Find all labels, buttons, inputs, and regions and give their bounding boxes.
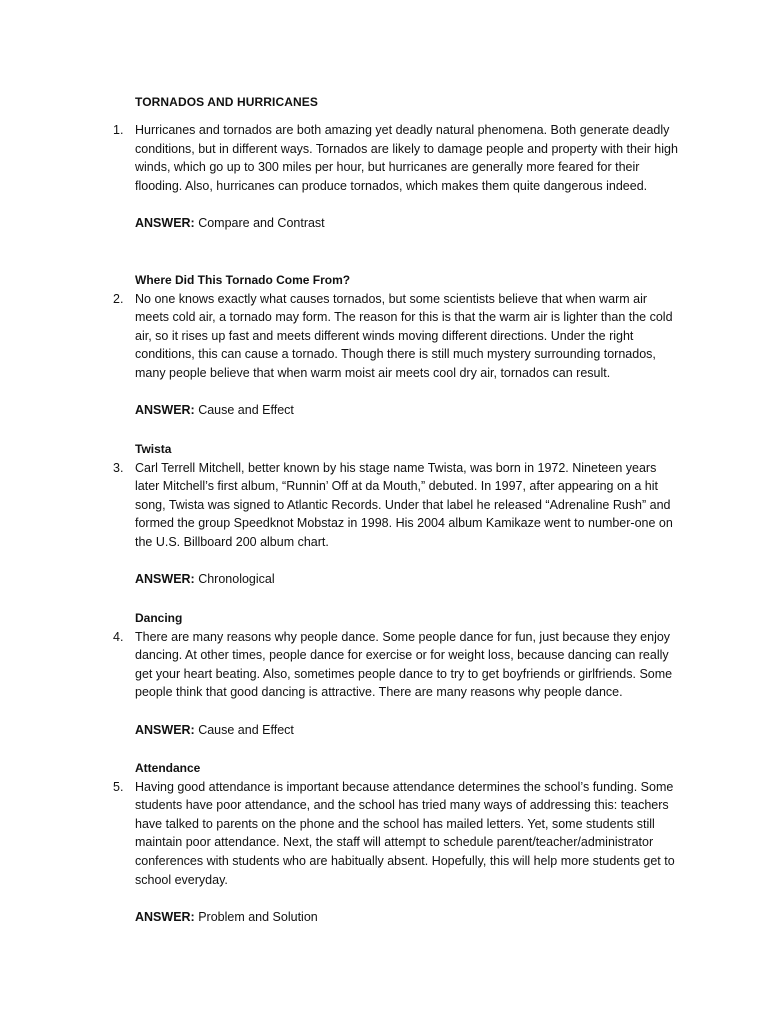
- answer-line: [135, 570, 680, 589]
- item-heading: Dancing: [135, 611, 183, 625]
- item-heading: Where Did This Tornado Come From?: [135, 273, 351, 287]
- item-number: 3.: [113, 460, 124, 475]
- list-item: [113, 440, 680, 589]
- answer-line: [135, 908, 680, 927]
- answer-value: Cause and Effect: [198, 403, 294, 418]
- answer-label: ANSWER:: [135, 909, 195, 924]
- item-paragraph: No one knows exactly what causes tornados, but some scientists believe that when warm air meets cold air, a tornado may form. The reason for this is that the warm air is lighter than the cold air, so it rises up fast and meets different winds moving different directions. Under the right conditions, this can cause a tornado. Though there is still much mystery surrounding tornados, many people believe that when warm moist air meets cool dry air, tornados can result.: [135, 291, 673, 380]
- item-body: [113, 628, 680, 702]
- item-heading: Twista: [135, 442, 172, 456]
- list-item: [113, 271, 680, 420]
- list-item: [113, 121, 680, 233]
- item-paragraph: Carl Terrell Mitchell, better known by his stage name Twista, was born in 1972. Nineteen years later Mitchell’s first album, “Runnin’ Off at da Mouth,” debuted. In 1997, after appearing on a hit song, Twista was signed to Atlantic Records. Under that label he released “Adrenaline Rush” and formed the group Speedknot Mobstaz in 1998. His 2004 album Kamikaze went to number-one on the U.S. Billboard 200 album chart.: [135, 460, 673, 549]
- item-number: 1.: [113, 123, 124, 137]
- list-item: [113, 759, 680, 926]
- answer-label: ANSWER:: [135, 215, 195, 230]
- answer-label: ANSWER:: [135, 572, 195, 587]
- item-body: [113, 121, 680, 195]
- answer-line: [135, 214, 680, 233]
- answer-value: Chronological: [198, 572, 275, 587]
- list-item: [113, 609, 680, 739]
- answer-label: ANSWER:: [135, 722, 195, 737]
- answer-value: Cause and Effect: [198, 722, 294, 737]
- answer-label: ANSWER:: [135, 403, 195, 418]
- item-body: [113, 290, 680, 383]
- answer-value: Compare and Contrast: [198, 215, 325, 230]
- item-number: 4.: [113, 629, 124, 644]
- item-number: 5.: [113, 779, 124, 794]
- item-body: [113, 778, 680, 890]
- item-body: [113, 459, 680, 552]
- item-heading: Attendance: [135, 761, 201, 775]
- answer-line: [135, 721, 680, 740]
- item-paragraph: Hurricanes and tornados are both amazing yet deadly natural phenomena. Both generate deadly conditions, but in different ways. Tornados are likely to damage people and property with their high winds, which go up to 300 miles per hour, but hurricanes are generally more feared for their flooding. Also, hurricanes can produce tornados, which makes them quite dangerous indeed.: [135, 123, 678, 193]
- item-paragraph: There are many reasons why people dance. Some people dance for fun, just because they enjoy dancing. At other times, people dance for exercise or for weight loss, because dancing can really get your heart beating. Also, sometimes people dance to try to get boyfriends or girlfriends. Some people think that good dancing is attractive. There are many reasons why people dance.: [135, 629, 673, 700]
- answer-value: Problem and Solution: [198, 909, 318, 924]
- item-number: 2.: [113, 291, 124, 306]
- document-title: TORNADOS AND HURRICANES: [135, 95, 318, 109]
- item-paragraph: Having good attendance is important because attendance determines the school’s funding. Some students have poor attendance, and the school has tried many ways of addressing this: teachers have talked to parents on the phone and the school has mailed letters. Yet, some students still maintain poor attendance. Next, the staff will attempt to schedule parent/teacher/administrator conferences with students who are habitually absent. Hopefully, this will help more students get to school everyday.: [135, 779, 675, 887]
- answer-line: [135, 401, 680, 420]
